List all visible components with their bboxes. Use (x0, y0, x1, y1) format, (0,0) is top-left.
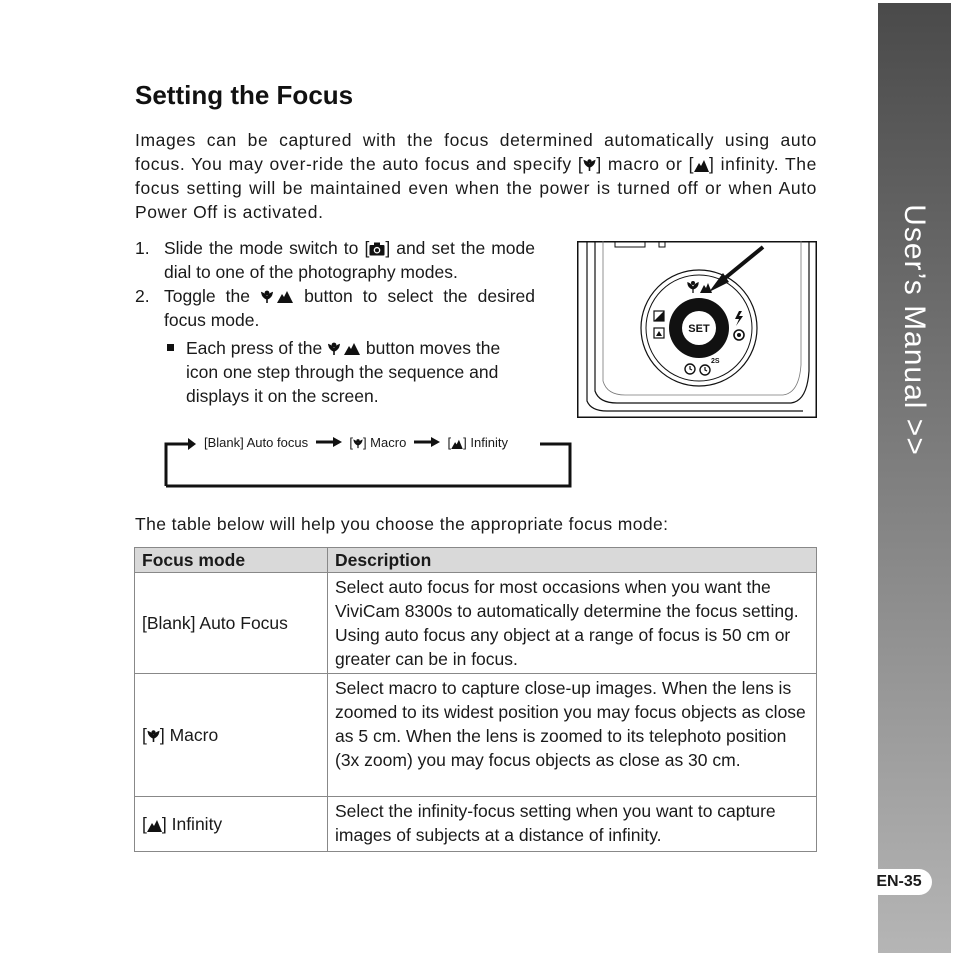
sequence-macro-open: [ (349, 435, 353, 450)
macro-infinity-button-icon (327, 341, 361, 356)
macro-flower-icon (147, 729, 160, 743)
manual-title: User’s Manual >> (898, 204, 931, 456)
camera-mode-icon (369, 242, 385, 256)
table-intro: The table below will help you choose the appropriate focus mode: (135, 514, 669, 534)
infinity-mountain-icon (147, 819, 162, 832)
description-cell: Select auto focus for most occasions when you want the ViviCam 8300s to automatically determine the focus setting. Using auto focus any object at a range of focus is 50 cm or greater can be in focus. (328, 573, 817, 674)
step-1 (135, 236, 535, 284)
infinity-mountain-icon (451, 439, 463, 449)
step-2-text-b: button to select the desired focus mode. (164, 286, 535, 330)
infinity-mountain-icon (694, 159, 709, 172)
sidebar-band (878, 3, 951, 953)
sequence-infinity-open: [ (447, 435, 452, 450)
steps-list (135, 236, 535, 408)
table-row (135, 573, 817, 674)
macro-flower-icon (583, 158, 596, 172)
table-header-row (135, 548, 817, 573)
page-number: EN-35 (866, 869, 932, 895)
step-number: 1. (135, 238, 150, 258)
mode-cell (135, 797, 328, 852)
sequence-auto-focus: [Blank] Auto focus (204, 435, 309, 450)
header-description: Description (328, 548, 817, 573)
sequence-infinity-close: ] Infinity (463, 435, 508, 450)
focus-mode-table (134, 547, 817, 852)
step-2-bullet (135, 336, 535, 408)
bullet-text-a: Each press of the (186, 338, 328, 358)
description-cell: Select the infinity-focus setting when you want to capture images of subjects at a distance of infinity. (328, 797, 817, 852)
arrow-right-icon (414, 437, 440, 447)
step-1-text-b: ] and set the mode dial to one of the photography modes. (164, 238, 535, 282)
sequence-macro-close: ] Macro (362, 435, 407, 450)
mode-label-close: ] Macro (159, 725, 219, 745)
mode-label: [Blank] Auto Focus (142, 613, 288, 633)
bullet-square (167, 344, 174, 351)
mode-cell (135, 573, 328, 674)
mode-label-open: [ (142, 814, 147, 834)
step-1-text-a: Slide the mode switch to [ (164, 238, 370, 258)
step-2-text-a: Toggle the (164, 286, 261, 306)
mode-label-close: ] Infinity (161, 814, 223, 834)
mode-cell (135, 674, 328, 797)
step-1-text (164, 236, 535, 284)
set-button-label: SET (688, 323, 710, 335)
bullet-text-b: button moves the icon one step through the sequence and displays it on the screen. (186, 338, 501, 406)
focus-sequence-diagram (164, 432, 574, 488)
header-focus-mode: Focus mode (135, 548, 328, 573)
step-number: 2. (135, 286, 150, 306)
step-2-text (164, 284, 535, 332)
page-title: Setting the Focus (135, 80, 354, 110)
camera-dial-illustration (577, 241, 817, 418)
intro-text-1: Images can be captured with the focus determined automatically using auto focus. You may over-ride the auto focus and specify [ (135, 130, 817, 174)
sequence-text (204, 435, 508, 450)
arrow-right-icon (316, 437, 342, 447)
step-2 (135, 284, 535, 332)
macro-flower-icon (353, 438, 363, 449)
intro-text-3: ] infinity. The focus setting will be maintained even when the power is turned off or when Auto Power Off is activated. (135, 154, 817, 222)
intro-paragraph (135, 128, 817, 224)
macro-infinity-button-icon (260, 289, 294, 304)
intro-text-2: ] macro or [ (596, 154, 695, 174)
self-timer-2s-label: 2S (711, 358, 720, 365)
description-cell: Select macro to capture close-up images. When the lens is zoomed to its widest position you may focus objects as close as 5 cm. When the lens is zoomed to its telephoto position (3x zoom) you may focus objects as close as 30 cm. (328, 674, 817, 797)
table-row (135, 674, 817, 797)
table-row (135, 797, 817, 852)
mode-label-open: [ (142, 725, 147, 745)
